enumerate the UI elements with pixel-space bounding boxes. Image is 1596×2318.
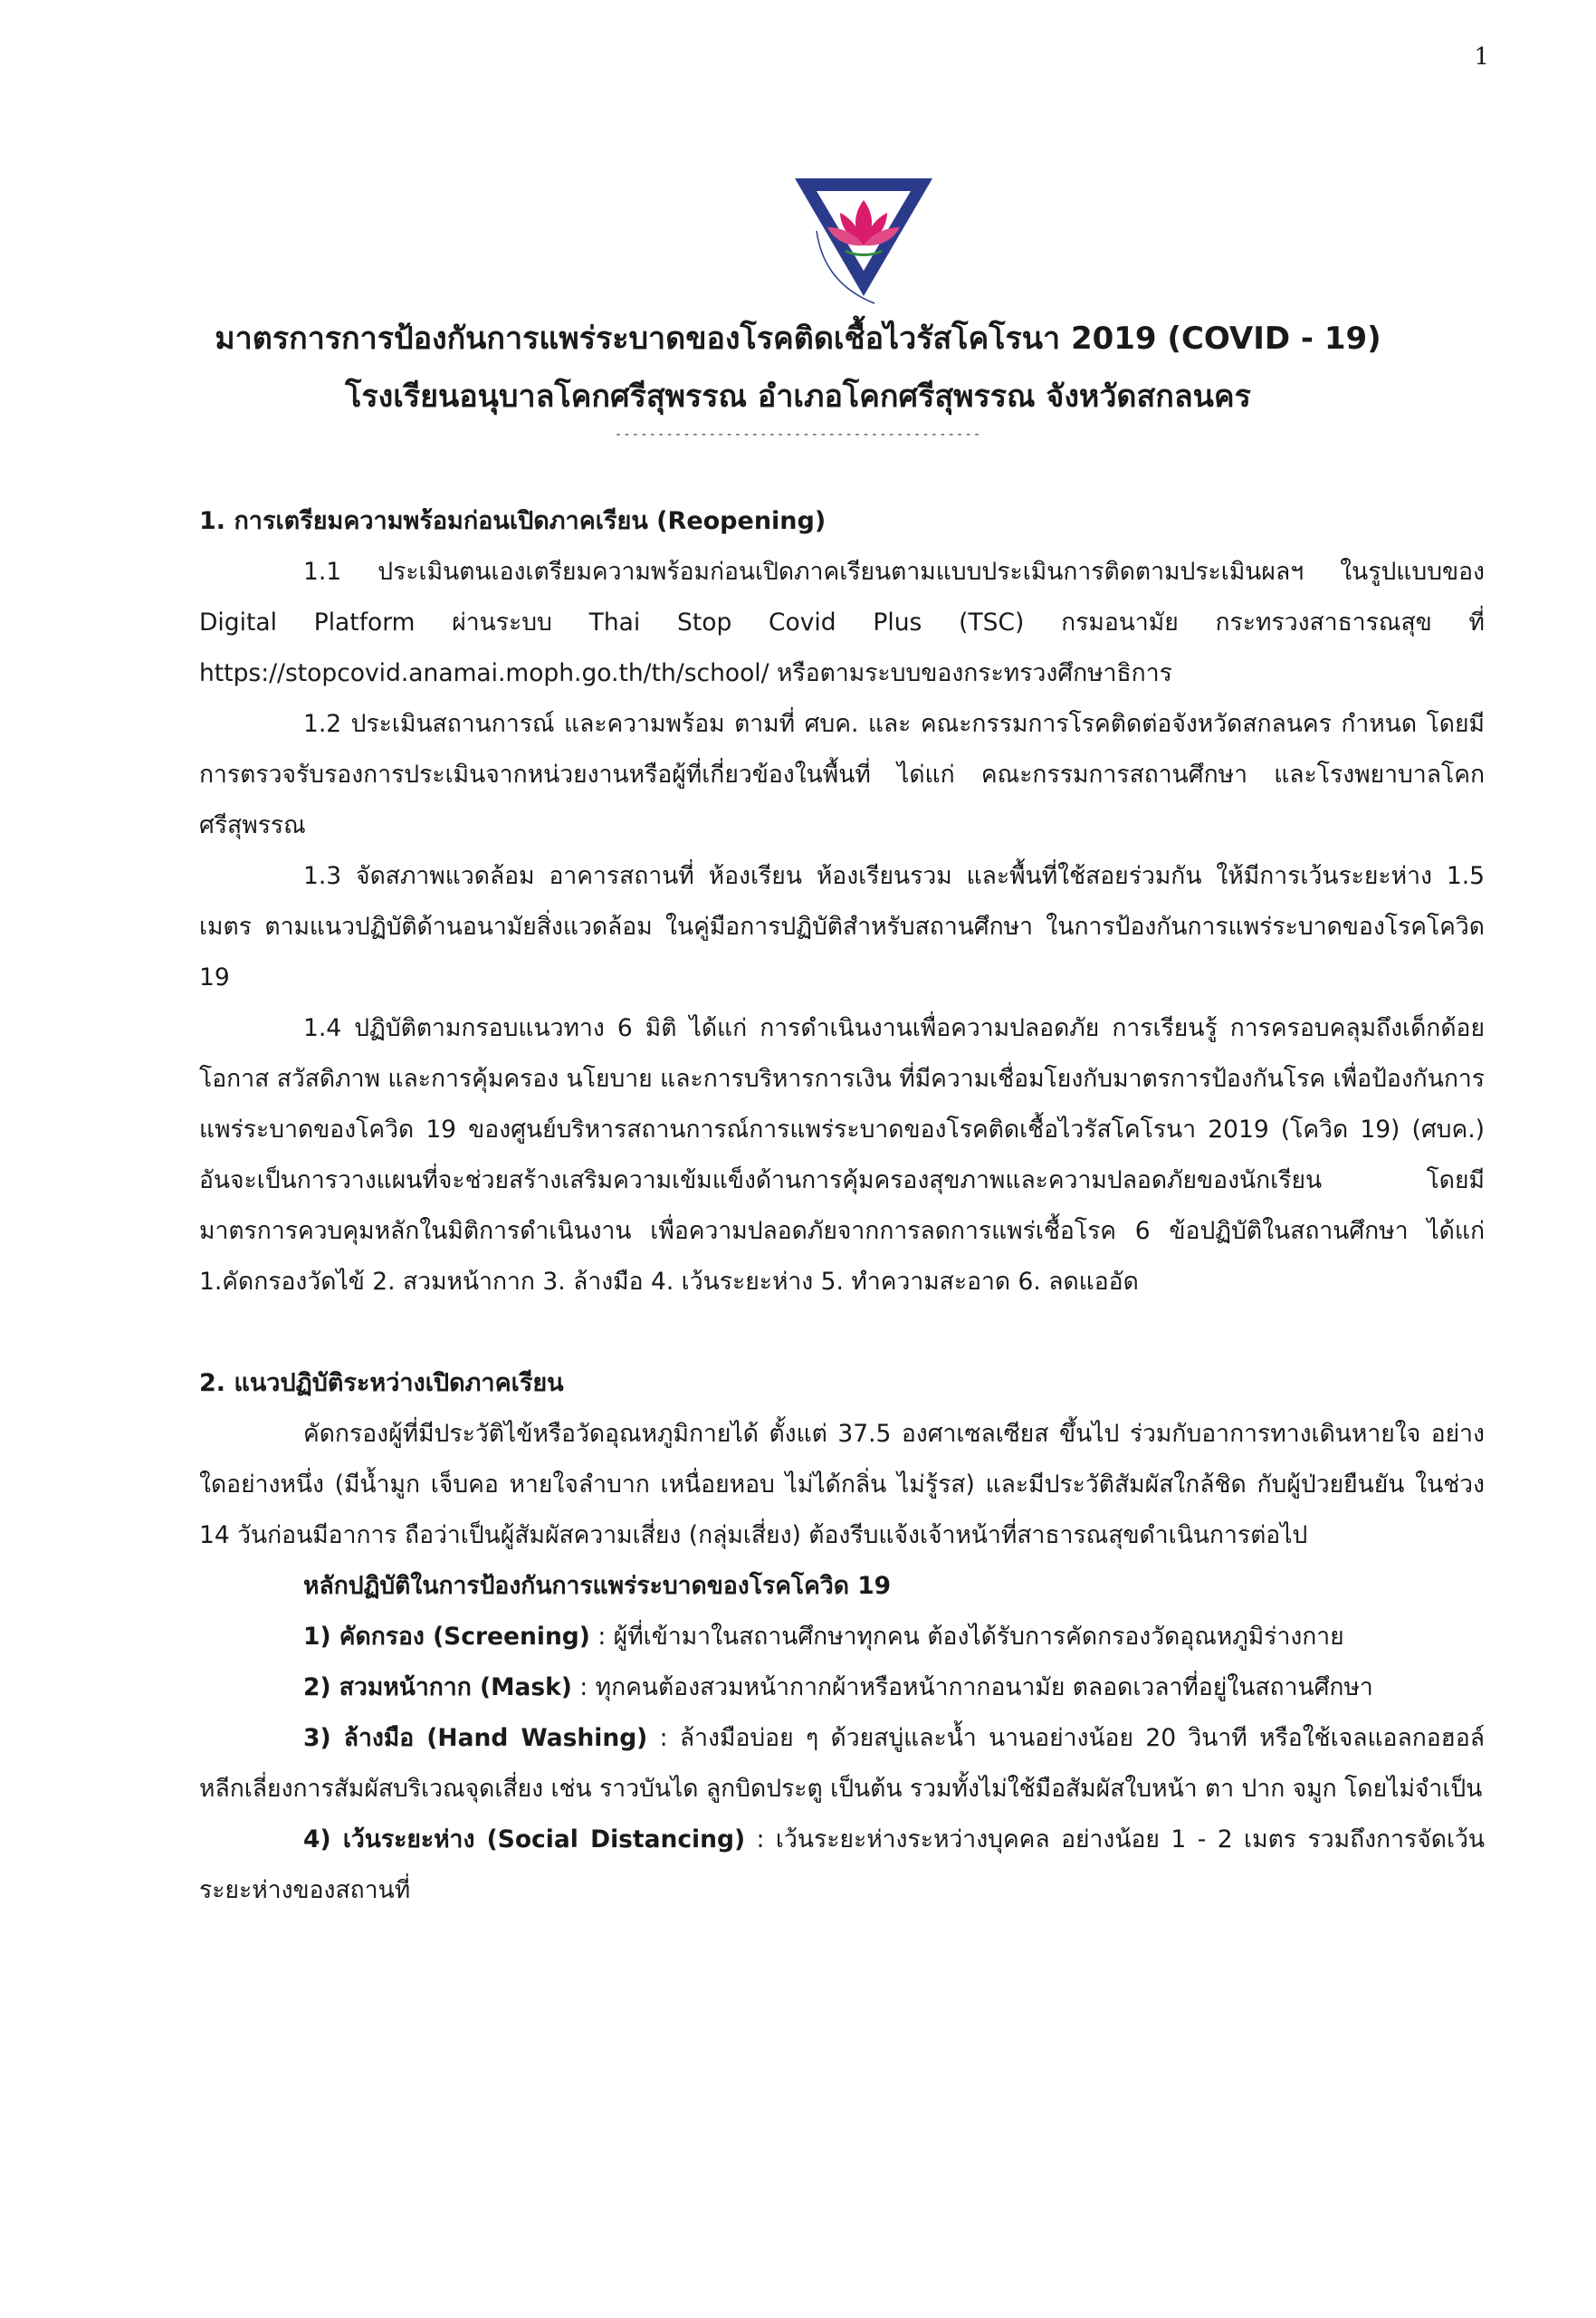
practice-item-label: 2) สวมหน้ากาก (Mask) [303,1673,572,1701]
practice-item-social-distancing [199,1815,1485,1916]
school-logo [777,168,949,312]
practice-item-mask [199,1662,1485,1713]
section1-paragraph-1-1: 1.1 ประเมินตนเองเตรียมความพร้อมก่อนเปิดภาคเรียนตามแบบประเมินการติดตามประเมินผลฯ ในรูปแบบของ Digital Platform ผ่านระบบ Thai Stop Covid Plus (TSC) กรมอนามัย กระทรวงสาธารณสุข ที่ https://stopcovid.anamai.moph.go.th/th/school/ หรือตามระบบของกระทรวงศึกษาธิการ [199,558,1485,687]
practice-item-hand-washing [199,1713,1485,1815]
section2-subheading: หลักปฏิบัติในการป้องกันการแพร่ระบาดของโรคโควิด 19 [303,1572,892,1600]
document-body [199,496,1485,1916]
practice-item-text: : ทุกคนต้องสวมหน้ากากผ้าหรือหน้ากากอนามัย ตลอดเวลาที่อยู่ในสถานศึกษา [571,1673,1373,1701]
section1-paragraph-1-4: 1.4 ปฏิบัติตามกรอบแนวทาง 6 มิติ ได้แก่ การดำเนินงานเพื่อความปลอดภัย การเรียนรู้ การครอบคลุมถึงเด็กด้อยโอกาส สวัสดิภาพ และการคุ้มครอง นโยบาย และการบริหารการเงิน ที่มีความเชื่อมโยงกับมาตรการป้องกันโรค เพื่อป้องกันการแพร่ระบาดของโควิด 19 ของศูนย์บริหารสถานการณ์การแพร่ระบาดของโรคติดเชื้อไวรัสโคโรนา 2019 (โควิด 19) (ศบค.) อันจะเป็นการวางแผนที่จะช่วยสร้างเสริมความเข้มแข็งด้านการคุ้มครองสุขภาพและความปลอดภัยของนักเรียน โดยมีมาตรการควบคุมหลักในมิติการดำเนินงาน เพื่อความปลอดภัยจากการลดการแพร่เชื้อโรค 6 ข้อปฏิบัติในสถานศึกษา ได้แก่ 1.คัดกรองวัดไข้ 2. สวมหน้ากาก 3. ล้างมือ 4. เว้นระยะห่าง 5. ทำความสะอาด 6. ลดแออัด [199,1014,1485,1296]
practice-item-text: : ผู้ที่เข้ามาในสถานศึกษาทุกคน ต้องได้รับการคัดกรองวัดอุณหภูมิร่างกาย [589,1623,1344,1651]
school-logo-icon [777,168,949,312]
section1-paragraph-1-3: 1.3 จัดสภาพแวดล้อม อาคารสถานที่ ห้องเรียน ห้องเรียนรวม และพื้นที่ใช้สอยร่วมกัน ให้มีการเว้นระยะห่าง 1.5 เมตร ตามแนวปฏิบัติด้านอนามัยสิ่งแวดล้อม ในคู่มือการปฏิบัติสำหรับสถานศึกษา ในการป้องกันการแพร่ระบาดของโรคโควิด 19 [199,862,1485,991]
page-number: 1 [1474,43,1489,71]
section1-paragraph-1-2: 1.2 ประเมินสถานการณ์ และความพร้อม ตามที่ ศบค. และ คณะกรรมการโรคติดต่อจังหวัดสกลนคร กำหนด โดยมีการตรวจรับรองการประเมินจากหน่วยงานหรือผู้ที่เกี่ยวข้องในพื้นที่ ได่แก่ คณะกรรมการสถานศึกษา และโรงพยาบาลโคกศรีสุพรรณ [199,710,1485,839]
section-gap [199,1307,1485,1358]
practice-item-text: : ล้างมือบ่อย ๆ ด้วยสบู่และน้ำ นานอย่างน้อย 20 วินาที หรือใช้เจลแอลกอฮอล์ หลีกเลี่ยงการสัมผัสบริเวณจุดเสี่ยง เช่น ราวบันได ลูกบิดประตู เป็นต้น รวมทั้งไม่ใช้มือสัมผัสใบหน้า ตา ปาก จมูก โดยไม่จำเป็น [199,1724,1485,1803]
practice-item-label: 3) ล้างมือ (Hand Washing) [303,1724,648,1752]
practice-item-label: 4) เว้นระยะห่าง (Social Distancing) [303,1825,746,1853]
document-title-line2: โรงเรียนอนุบาลโคกศรีสุพรรณ อำเภอโคกศรีสุพรรณ จังหวัดสกลนคร [345,378,1251,415]
section1-heading: 1. การเตรียมความพร้อมก่อนเปิดภาคเรียน (Reopening) [199,507,827,535]
practice-item-text: : เว้นระยะห่างระหว่างบุคคล อย่างน้อย 1 - 2 เมตร รวมถึงการจัดเว้นระยะห่างของสถานที่ [199,1825,1485,1904]
title-separator: ------------------------------------------- [614,427,982,442]
document-title-line1: มาตรการการป้องกันการแพร่ระบาดของโรคติดเชื้อไวรัสโคโรนา 2019 (COVID - 19) [215,321,1381,357]
practice-item-screening [199,1612,1485,1662]
section2-paragraph: คัดกรองผู้ที่มีประวัติไข้หรือวัดอุณหภูมิกายได้ ตั้งแต่ 37.5 องศาเซลเซียส ขึ้นไป ร่วมกับอาการทางเดินหายใจ อย่างใดอย่างหนึ่ง (มีน้ำมูก เจ็บคอ หายใจลำบาก เหนื่อยหอบ ไม่ได้กลิ่น ไม่รู้รส) และมีประวัติสัมผัสใกล้ชิด กับผู้ป่วยยืนยัน ในช่วง 14 วันก่อนมีอาการ ถือว่าเป็นผู้สัมผัสความเสี่ยง (กลุ่มเสี่ยง) ต้องรีบแจ้งเจ้าหน้าที่สาธารณสุขดำเนินการต่อไป [199,1420,1485,1549]
section2-heading: 2. แนวปฏิบัติระหว่างเปิดภาคเรียน [199,1369,564,1397]
practice-item-label: 1) คัดกรอง (Screening) [303,1623,590,1651]
